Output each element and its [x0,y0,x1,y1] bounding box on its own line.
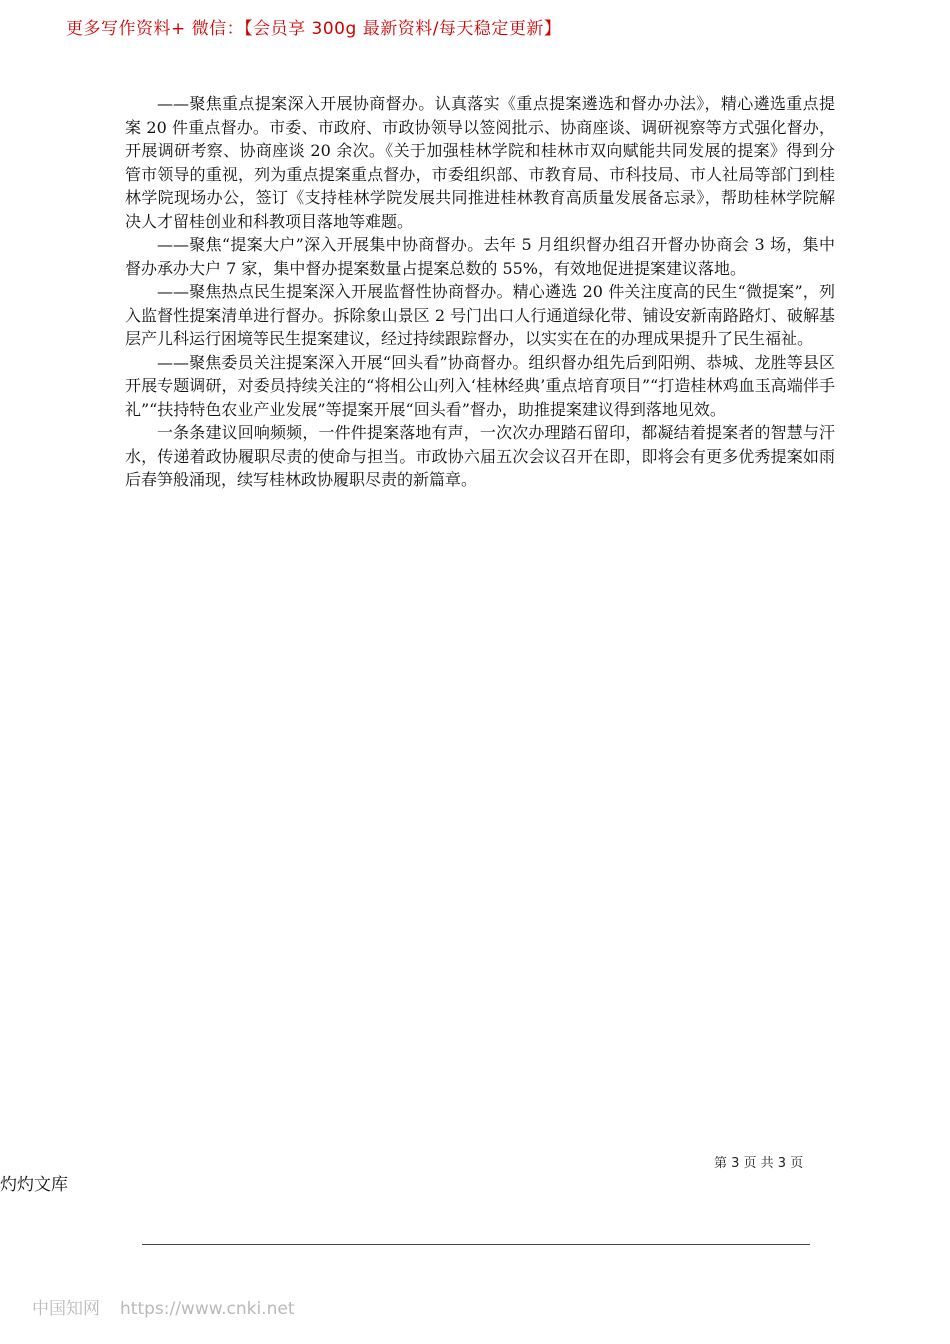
watermark-name: 中国知网 [32,1299,100,1319]
page-number: 第 3 页 共 3 页 [714,1156,804,1171]
article-body [125,92,835,492]
footer-divider [142,1244,810,1245]
paragraph-key-proposals: ——聚焦重点提案深入开展协商督办。认真落实《重点提案遴选和督办办法》，精心遴选重点提案 20 件重点督办。市委、市政府、市政协领导以签阅批示、协商座谈、调研视察等方式强化督办，开展调研考察、协商座谈 20 余次。《关于加强桂林学院和桂林市双向赋能共同发展的提案》得到分管市领导的重视，列为重点提案重点督办，市委组织部、市教育局、市科技局、市人社局等部门到桂林学院现场办公，签订《支持桂林学院发展共同推进桂林教育高质量发展备忘录》，帮助桂林学院解决人才留桂创业和科教项目落地等难题。 [125,94,835,231]
paragraph-large-undertakers: ——聚焦“提案大户”深入开展集中协商督办。去年 5 月组织督办组召开督办协商会 3 场，集中督办承办大户 7 家，集中督办提案数量占提案总数的 55%，有效地促进提案建议落地。 [125,235,835,278]
paragraph-conclusion: 一条条建议回响频频，一件件提案落地有声，一次次办理踏石留印，都凝结着提案者的智慧与汗水，传递着政协履职尽责的使命与担当。市政协六届五次会议召开在即，即将会有更多优秀提案如雨后春笋般涌现，续写桂林政协履职尽责的新篇章。 [125,423,835,489]
library-name: 灼灼文库 [0,1175,68,1195]
paragraph-livelihood-proposals: ——聚焦热点民生提案深入开展监督性协商督办。精心遴选 20 件关注度高的民生“微提案”，列入监督性提案清单进行督办。拆除象山景区 2 号门出口人行通道绿化带、铺设安新南路路灯、破解基层产儿科运行困境等民生提案建议，经过持续跟踪督办，以实实在在的办理成果提升了民生福祉。 [125,282,835,348]
promo-banner: 更多写作资料+ 微信：【会员享 300g 最新资料/每天稳定更新】 [66,19,562,39]
watermark [32,1294,294,1319]
watermark-url: https://www.cnki.net [120,1299,295,1319]
paragraph-look-back-review: ——聚焦委员关注提案深入开展“回头看”协商督办。组织督办组先后到阳朔、恭城、龙胜等县区开展专题调研，对委员持续关注的“将相公山列入‘桂林经典’重点培育项目”“打造桂林鸡血玉高端伴手礼”“扶持特色农业产业发展”等提案开展“回头看”督办，助推提案建议得到落地见效。 [125,352,835,419]
